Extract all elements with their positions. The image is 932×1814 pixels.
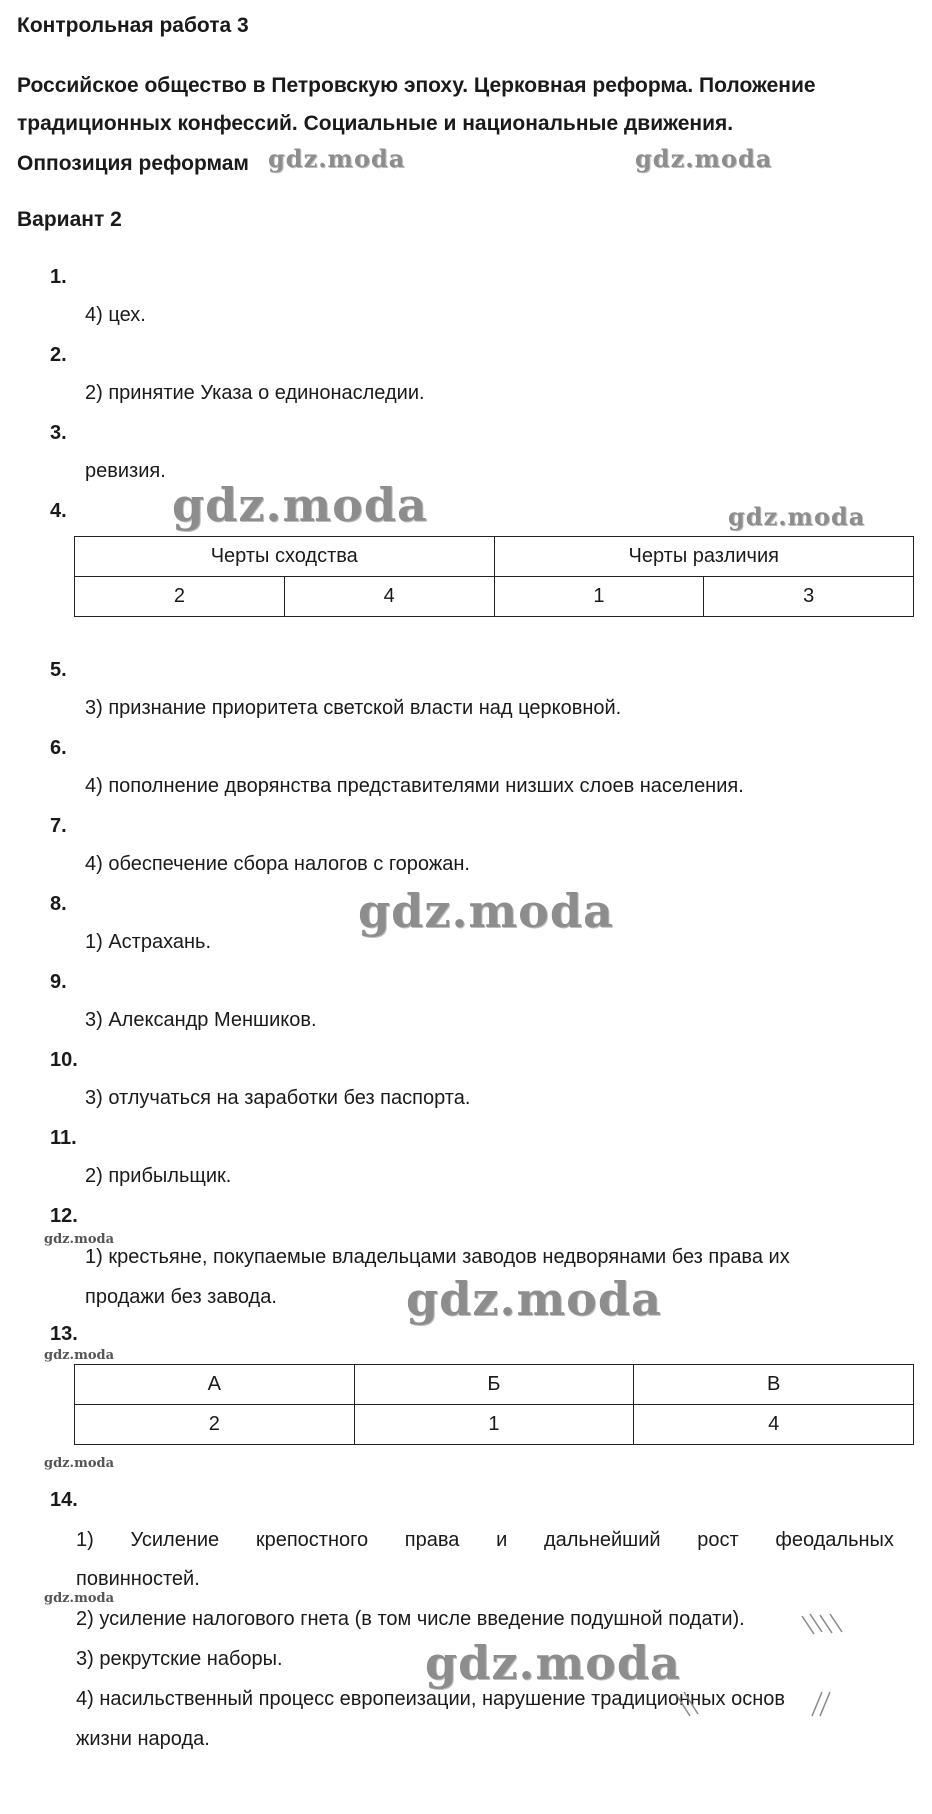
justified-word: крепостного (255, 1529, 369, 1551)
answer-table-4 (74, 536, 914, 617)
question-number: 1. (50, 266, 67, 288)
question-number: 9. (50, 971, 67, 993)
table-header-cell: Черты различия (494, 537, 914, 577)
answer-text: ревизия. (85, 460, 166, 482)
table-cell: 4 (284, 577, 494, 617)
answer-text: 3) отлучаться на заработки без паспорта. (85, 1087, 471, 1109)
justified-word: права (404, 1529, 460, 1551)
answer-text-line: 3) рекрутские наборы. (76, 1648, 283, 1670)
answer-text: 4) пополнение дворянства представителями низших слоев населения. (85, 775, 744, 797)
answer-text-line: повинностей. (76, 1568, 200, 1590)
question-number: 8. (50, 893, 67, 915)
page-title: Контрольная работа 3 (17, 14, 249, 37)
justified-word: феодальных (775, 1529, 894, 1551)
question-number: 4. (50, 500, 67, 522)
question-number: 14. (50, 1489, 78, 1511)
question-number: 13. (50, 1323, 78, 1345)
watermark: gdz.moda (172, 478, 428, 532)
table-cell: 4 (634, 1405, 914, 1445)
answer-text: 4) цех. (85, 304, 146, 326)
table-header-cell: В (634, 1365, 914, 1405)
answer-text-line: жизни народа. (76, 1728, 210, 1750)
answer-text: 4) обеспечение сбора налогов с горожан. (85, 853, 470, 875)
table-cell: 1 (494, 577, 704, 617)
question-number: 10. (50, 1049, 78, 1071)
watermark: gdz.moda (728, 502, 866, 531)
watermark: gdz.moda (268, 144, 406, 173)
answer-text: 2) принятие Указа о единонаследии. (85, 382, 425, 404)
question-number: 6. (50, 737, 67, 759)
watermark: gdz.moda (44, 1348, 115, 1363)
answer-text: 3) признание приоритета светской власти над церковной. (85, 697, 622, 719)
scribble-mark (672, 1688, 872, 1718)
answer-text-line: 1) крестьяне, покупаемые владельцами заводов недворянами без права их (85, 1246, 790, 1268)
question-number: 2. (50, 344, 67, 366)
table-cell: 1 (354, 1405, 634, 1445)
table-header-cell: Черты сходства (75, 537, 495, 577)
justified-word: дальнейший (543, 1529, 661, 1551)
answer-text: 2) прибыльщик. (85, 1165, 232, 1187)
watermark: gdz.moda (425, 1636, 681, 1690)
watermark: gdz.moda (358, 884, 614, 938)
answer-table-13 (74, 1364, 914, 1445)
question-number: 7. (50, 815, 67, 837)
answer-text: 3) Александр Меншиков. (85, 1009, 317, 1031)
justified-word: рост (697, 1529, 739, 1551)
watermark: gdz.moda (406, 1272, 662, 1326)
question-number: 3. (50, 422, 67, 444)
table-header-cell: Б (354, 1365, 634, 1405)
answer-text: 1) Астрахань. (85, 931, 212, 953)
topic-line-1: Российское общество в Петровскую эпоху. Церковная реформа. Положение (17, 74, 816, 97)
topic-line-3: Оппозиция реформам (17, 152, 249, 175)
question-number: 11. (50, 1127, 77, 1149)
answer-text-line: 2) усиление налогового гнета (в том числе введение подушной подати). (76, 1608, 745, 1630)
scribble-mark (800, 1612, 850, 1636)
watermark: gdz.moda (44, 1232, 115, 1247)
answer-text-line: 4) насильственный процесс европеизации, нарушение традиционных основ (76, 1688, 786, 1710)
justified-word: 1) (76, 1529, 94, 1551)
question-number: 5. (50, 659, 67, 681)
answer-text-line: продажи без завода. (85, 1286, 277, 1308)
table-cell: 3 (704, 577, 914, 617)
question-number: 12. (50, 1205, 78, 1227)
justified-word: и (496, 1529, 508, 1551)
table-cell: 2 (75, 577, 285, 617)
topic-line-2: традиционных конфессий. Социальные и национальные движения. (17, 112, 734, 135)
variant-label: Вариант 2 (17, 208, 122, 231)
watermark: gdz.moda (635, 144, 773, 173)
watermark: gdz.moda (44, 1456, 115, 1471)
watermark: gdz.moda (44, 1591, 115, 1606)
answer-text-line (76, 1529, 894, 1552)
table-header-cell: А (75, 1365, 355, 1405)
table-cell: 2 (75, 1405, 355, 1445)
justified-word: Усиление (130, 1529, 220, 1551)
